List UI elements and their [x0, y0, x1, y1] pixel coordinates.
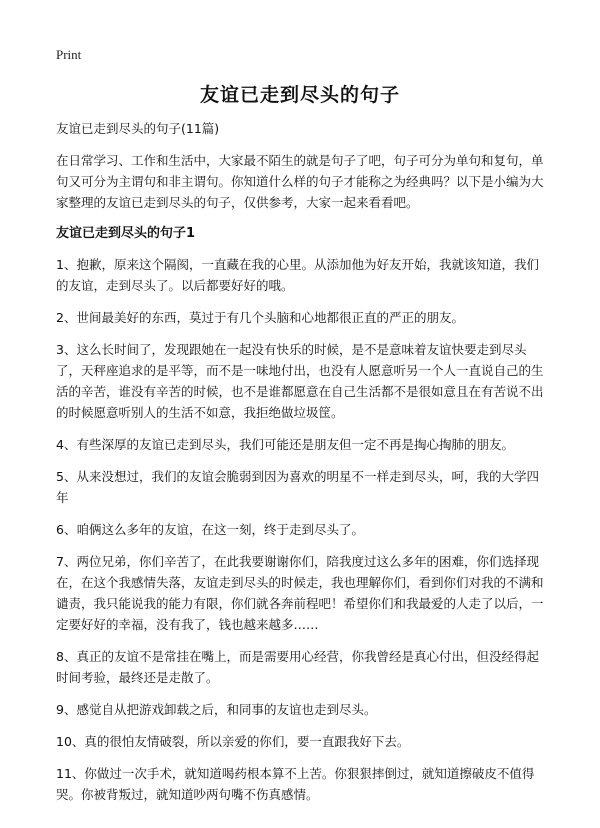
- intro-paragraph: 在日常学习、工作和生活中，大家最不陌生的就是句子了吧，句子可分为单句和复句，单句又可分为主谓句和非主谓句。你知道什么样的句子才能称之为经典吗？以下是小编为大家整理的友谊已走到尽头的句子，仅供参考，大家一起来看看吧。: [56, 153, 544, 210]
- page-title: 友谊已走到尽头的句子: [199, 84, 400, 106]
- list-item: 6、咱俩这么多年的友谊，在这一刻，终于走到尽头了。: [56, 522, 364, 537]
- list-item: 7、两位兄弟，你们辛苦了，在此我要谢谢你们，陪我度过这么多年的困难，你们选择现在，在这个我感情失落，友谊走到尽头的时候走，我也理解你们，看到你们对我的不满和谴责，我只能说我的能力有限，你们就各奔前程吧！希望你们和我最爱的人走了以后，一定要好好的幸福，没有我了，钱也越来越多……: [56, 554, 544, 632]
- section-heading: 友谊已走到尽头的句子1: [56, 226, 196, 241]
- list-item: 8、真正的友谊不是常挂在嘴上，而是需要用心经营，你我曾经是真心付出，但没经得起时间考验，最终还是走散了。: [56, 649, 539, 685]
- list-item: 10、真的很怕友情破裂，所以亲爱的你们，要一直跟我好下去。: [56, 734, 410, 749]
- print-link[interactable]: Print: [56, 47, 82, 62]
- list-item: 3、这么长时间了，发现跟她在一起没有快乐的时候，是不是意味着友谊快要走到尽头了，天秤座追求的是平等，而不是一味地付出，也没有人愿意听另一个人一直说自己的生活的辛苦，谁没有辛苦的时候，也不是谁都愿意在自己生活都不是很如意且在有苦说不出的时候愿意听别人的生活不如意，我拒绝做垃圾筐。: [56, 342, 544, 420]
- article-subtitle: 友谊已走到尽头的句子(11篇): [56, 121, 220, 136]
- list-item: 11、你做过一次手术，就知道喝药根本算不上苦。你狠狠摔倒过，就知道擦破皮不值得哭。你被背叛过，就知道吵两句嘴不伤真感情。: [56, 766, 535, 802]
- list-item: 2、世间最美好的东西，莫过于有几个头脑和心地都很正直的严正的朋友。: [56, 310, 464, 325]
- list-item: 1、抱歉，原来这个隔阂，一直藏在我的心里。从添加他为好友开始，我就该知道，我们的友谊，走到尽头了。以后都要好好的哦。: [56, 257, 539, 293]
- list-item: 9、感觉自从把游戏卸载之后，和同事的友谊也走到尽头。: [56, 702, 377, 717]
- article-body: [56, 120, 548, 816]
- list-item: 5、从来没想过，我们的友谊会脆弱到因为喜欢的明星不一样走到尽头，呵，我的大学四年: [56, 469, 539, 505]
- list-item: 4、有些深厚的友谊已走到尽头，我们可能还是朋友但一定不再是掏心掏肺的朋友。: [56, 437, 514, 452]
